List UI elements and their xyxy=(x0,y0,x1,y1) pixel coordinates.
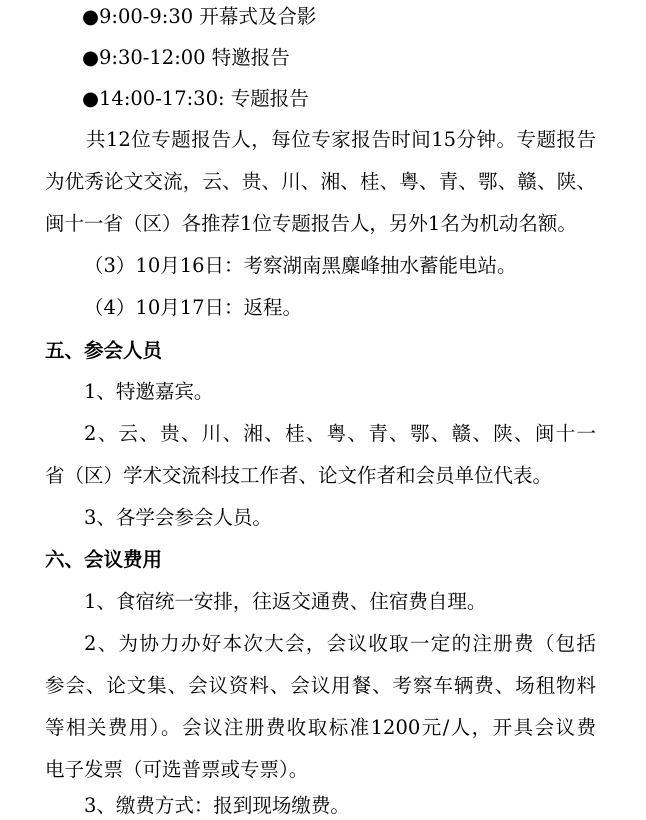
itinerary-day-4: （4）10月17日：返程。 xyxy=(84,296,303,319)
reports-paragraph-line-3: 闽十一省（区）各推荐1位专题报告人，另外1名为机动名额。 xyxy=(45,212,577,235)
section-heading-attendees: 五、参会人员 xyxy=(45,339,163,362)
fees-item-3: 3、缴费方式：报到现场缴费。 xyxy=(84,794,350,817)
attendees-item-2-line-1: 2、云、贵、川、湘、桂、粤、青、鄂、赣、陕、闽十一 xyxy=(84,422,596,445)
attendees-item-2-line-2: 省（区）学术交流科技工作者、论文作者和会员单位代表。 xyxy=(45,464,553,487)
schedule-item-topic-reports: ●14:00-17:30: 专题报告 xyxy=(82,87,309,110)
fees-item-2-line-2: 参会、论文集、会议资料、会议用餐、考察车辆费、场租物料 xyxy=(45,674,596,697)
fees-item-2-line-3: 等相关费用）。会议注册费收取标准1200元/人，开具会议费 xyxy=(45,716,596,739)
attendees-item-1: 1、特邀嘉宾。 xyxy=(84,380,214,403)
section-heading-fees: 六、会议费用 xyxy=(45,548,163,571)
reports-paragraph-line-1: 共12位专题报告人，每位专家报告时间15分钟。专题报告 xyxy=(86,128,596,151)
fees-item-2-line-4: 电子发票（可选普票或专票）。 xyxy=(45,758,309,781)
reports-paragraph-line-2: 为优秀论文交流，云、贵、川、湘、桂、粤、青、鄂、赣、陕、 xyxy=(45,170,596,193)
fees-item-2-line-1: 2、为协力办好本次大会，会议收取一定的注册费（包括 xyxy=(84,632,596,655)
schedule-item-opening: ●9:00-9:30 开幕式及合影 xyxy=(82,5,317,28)
attendees-item-3: 3、各学会参会人员。 xyxy=(84,506,272,529)
schedule-item-keynote: ●9:30-12:00 特邀报告 xyxy=(82,46,290,69)
itinerary-day-3: （3）10月16日：考察湖南黑麋峰抽水蓄能电站。 xyxy=(84,254,517,277)
fees-item-1: 1、食宿统一安排，往返交通费、住宿费自理。 xyxy=(84,590,487,613)
